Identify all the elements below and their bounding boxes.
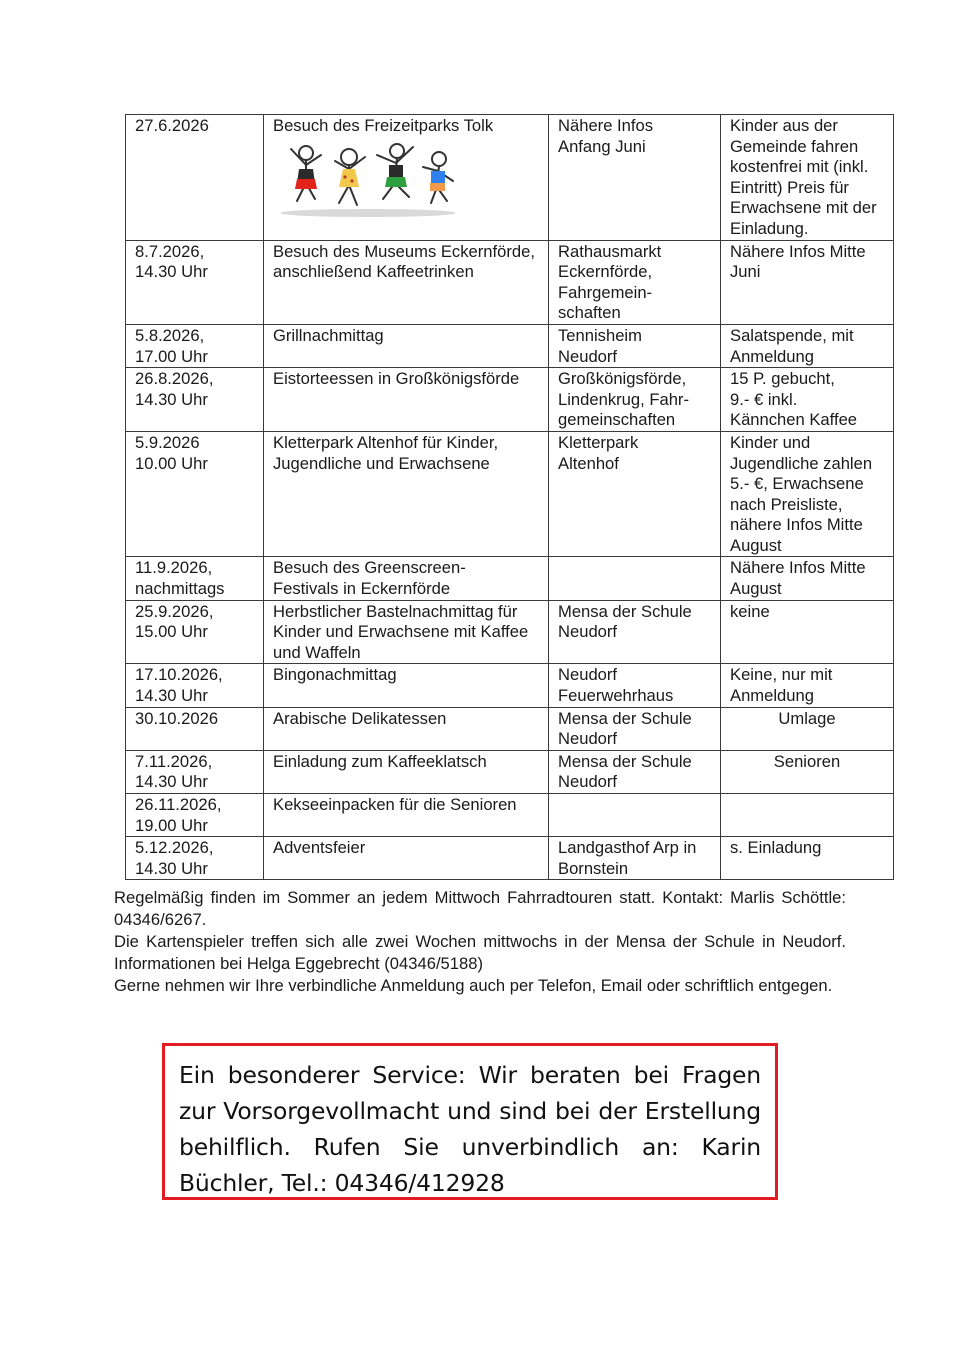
event-title-cell [264,707,549,750]
event-note: Nähere Infos Mitte Juni [730,241,866,282]
event-date: 8.7.2026, 14.30 Uhr [135,241,208,282]
event-note-cell [721,240,894,324]
event-title-cell [264,431,549,557]
event-place: Mensa der Schule Neudorf [558,751,692,792]
event-date: 7.11.2026, 14.30 Uhr [135,751,213,792]
event-date-cell [126,600,264,664]
event-title-cell [264,324,549,367]
event-date-cell [126,240,264,324]
event-date: 5.12.2026, 14.30 Uhr [135,838,214,878]
event-title-cell [264,664,549,707]
event-note-cell [721,115,894,241]
event-note-cell [721,750,894,793]
event-title: Besuch des Museums Eckernförde, anschließend Kaffeetrinken [273,241,535,282]
event-place-cell [549,750,721,793]
event-note: Salatspende, mit Anmeldung [730,325,854,366]
event-date-cell [126,368,264,432]
event-title: Besuch des Greenscreen- Festivals in Eckernförde [273,558,466,599]
event-note: Kinder aus der Gemeinde fahren kostenfrei mit (inkl. Eintritt) Preis für Erwachsene mit der Einladung. [730,116,877,238]
event-place-cell [549,837,721,880]
event-date: 25.9.2026, 15.00 Uhr [135,601,214,642]
table-row [126,431,894,557]
event-date-cell [126,324,264,367]
event-title-cell [264,368,549,432]
event-date: 17.10.2026, 14.30 Uhr [135,665,223,706]
event-title: Grillnachmittag [273,325,384,345]
event-place-cell [549,240,721,324]
table-row [126,794,894,837]
event-note: Nähere Infos Mitte August [730,558,866,599]
event-date: 27.6.2026 [135,116,209,135]
event-place-cell [549,600,721,664]
event-date-cell [126,750,264,793]
event-title: Eistorteessen in Großkönigsförde [273,369,520,389]
event-place: Mensa der Schule Neudorf [558,601,692,642]
event-note-cell [721,557,894,600]
event-place: Landgasthof Arp in Bornstein [558,838,697,878]
table-row [126,368,894,432]
service-text: Ein besonderer Service: Wir beraten bei Fragen zur Vorsorgevollmacht und sind bei der Erstellung behilflich. Rufen Sie unverbindlich an: Karin Büchler, Tel.: 04346/412928 [179,1061,761,1197]
event-title: Arabische Delikatessen [273,708,447,728]
event-place-cell [549,368,721,432]
event-place-cell [549,324,721,367]
event-title: Kekseeinpacken für die Senioren [273,795,517,814]
event-note: Umlage [778,708,836,728]
event-title-cell [264,240,549,324]
event-place: Rathausmarkt Eckernförde, Fahrgemein- schaften [558,241,662,323]
event-note-cell [721,368,894,432]
event-note-cell [721,431,894,557]
dancing-kids-illustration [273,141,463,219]
event-note-cell [721,794,894,837]
event-place-cell [549,664,721,707]
event-date-cell [126,794,264,837]
event-title-cell [264,794,549,837]
event-note: Kinder und Jugendliche zahlen 5.- €, Erwachsene nach Preisliste, nähere Infos Mitte August [730,432,873,555]
event-title: Einladung zum Kaffeeklatsch [273,751,487,771]
event-note-cell [721,324,894,367]
info-section [114,887,846,997]
event-date-cell [126,431,264,557]
table-row [126,664,894,707]
event-place-cell [549,431,721,557]
event-title-cell [264,600,549,664]
table-row [126,240,894,324]
events-table [125,114,894,880]
event-place: Kletterpark Altenhof [558,432,639,473]
table-row [126,837,894,880]
event-note: s. Einladung [730,838,822,858]
event-date: 5.8.2026, 17.00 Uhr [135,325,208,366]
info-cards: Die Kartenspieler treffen sich alle zwei Wochen mittwochs in der Mensa der Schule in Neudorf. Informationen bei Helga Eggebrecht (04346/5188) [114,932,846,973]
event-title-cell [264,557,549,600]
event-place-cell [549,115,721,241]
table-row [126,707,894,750]
event-date-cell [126,115,264,241]
event-note: keine [730,601,770,621]
event-title: Besuch des Freizeitparks Tolk [273,116,494,135]
event-date: 30.10.2026 [135,708,219,728]
event-note: Senioren [773,751,841,771]
event-title-cell [264,115,549,241]
event-place-cell [549,794,721,837]
event-title-cell [264,750,549,793]
event-place-cell [549,707,721,750]
info-cycling: Regelmäßig finden im Sommer an jedem Mittwoch Fahrradtouren statt. Kontakt: Marlis Schöttle: 04346/6267. [114,888,846,929]
service-box [162,1043,778,1200]
event-place: Nähere Infos Anfang Juni [558,116,654,156]
table-row [126,750,894,793]
event-date-cell [126,664,264,707]
event-date: 11.9.2026, nachmittags [135,558,225,599]
event-note: 15 P. gebucht, 9.- € inkl. Kännchen Kaffee [730,369,858,430]
event-date: 5.9.2026 10.00 Uhr [135,432,208,473]
event-note-cell [721,664,894,707]
event-title: Herbstlicher Bastelnachmittag für Kinder und Erwachsene mit Kaffee und Waffeln [273,601,529,662]
events-body [126,115,894,880]
table-row [126,324,894,367]
event-note-cell [721,837,894,880]
event-note: Keine, nur mit Anmeldung [730,665,833,706]
event-date: 26.8.2026, 14.30 Uhr [135,369,214,409]
event-date-cell [126,557,264,600]
event-place: Neudorf Feuerwehrhaus [558,665,674,706]
event-title: Adventsfeier [273,838,366,858]
event-place: Tennisheim Neudorf [558,325,642,366]
event-place: Großkönigsförde, Lindenkrug, Fahr- gemeinschaften [558,369,689,430]
event-place-cell [549,557,721,600]
table-row [126,115,894,241]
event-title: Kletterpark Altenhof für Kinder, Jugendliche und Erwachsene [273,432,499,473]
event-date-cell [126,837,264,880]
table-row [126,557,894,600]
event-date: 26.11.2026, 19.00 Uhr [135,795,222,835]
event-note-cell [721,707,894,750]
info-registration: Gerne nehmen wir Ihre verbindliche Anmeldung auch per Telefon, Email oder schriftlich entgegen. [114,976,833,995]
event-place: Mensa der Schule Neudorf [558,708,692,749]
event-title: Bingonachmittag [273,665,397,685]
event-note-cell [721,600,894,664]
event-title-cell [264,837,549,880]
table-row [126,600,894,664]
event-date-cell [126,707,264,750]
